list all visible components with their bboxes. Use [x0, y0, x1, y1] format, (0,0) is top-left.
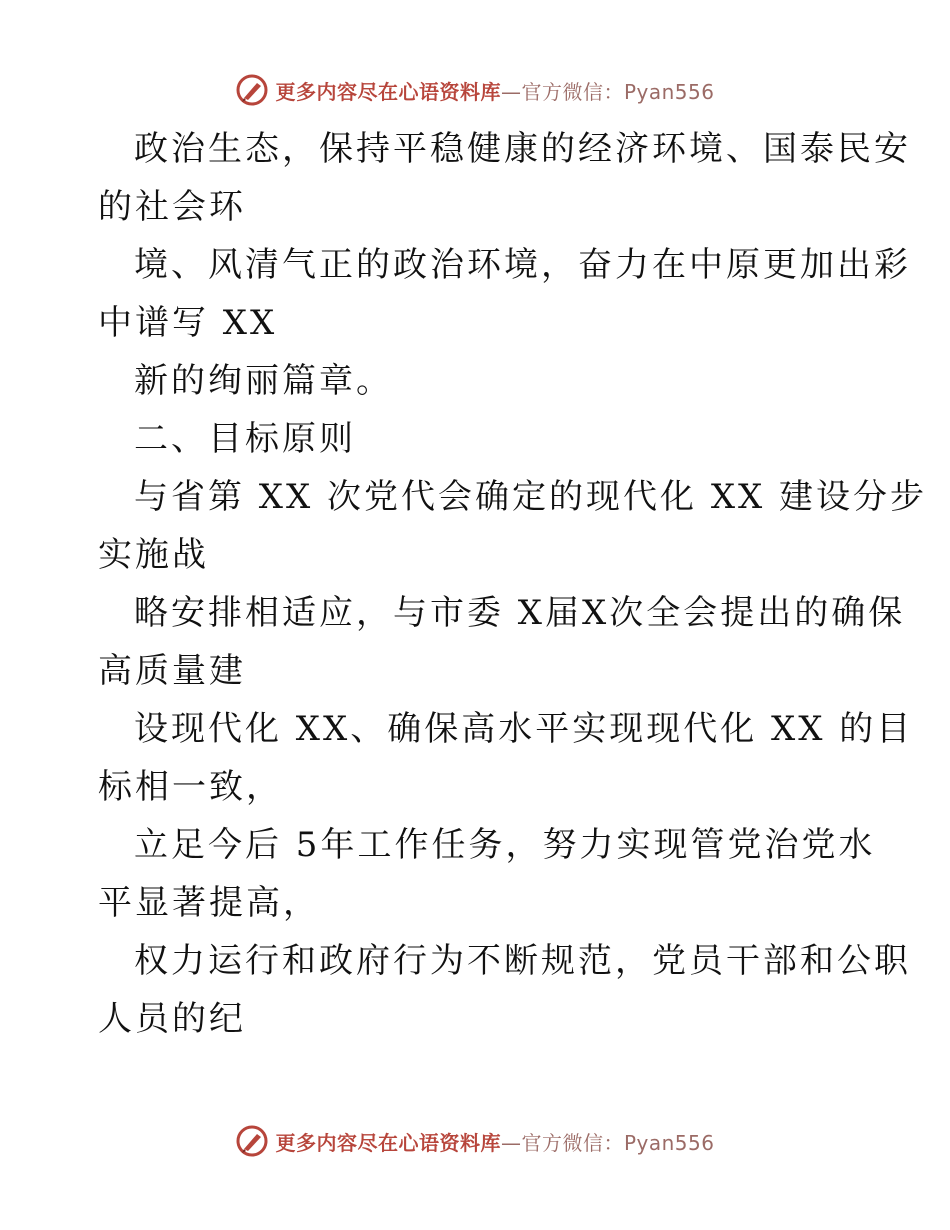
- watermark-contact: —官方微信：Pyan556: [500, 79, 715, 104]
- text-line: 高质量建: [98, 651, 246, 691]
- text-line: 略安排相适应，与市委 X届X次全会提出的确保: [134, 593, 906, 633]
- header-watermark: [0, 70, 950, 110]
- text-line: 的社会环: [98, 187, 246, 227]
- text-line: 立足今后 5年工作任务，努力实现管党治党水: [134, 825, 876, 865]
- text-line: 标相一致，: [98, 767, 283, 807]
- text-line: 设现代化 XX、确保高水平实现现代化 XX 的目: [134, 709, 914, 749]
- text-line: 人员的纪: [98, 999, 246, 1039]
- text-line: 权力运行和政府行为不断规范，党员干部和公职: [134, 941, 911, 981]
- text-line: 平显著提高，: [98, 883, 320, 923]
- pen-circle-logo-icon: [235, 73, 269, 107]
- watermark-site: 更多内容尽在心语资料库: [275, 1130, 501, 1155]
- text-line: 新的绚丽篇章。: [134, 361, 393, 401]
- text-line: 境、风清气正的政治环境，奋力在中原更加出彩: [134, 245, 911, 285]
- watermark-text: [275, 1127, 714, 1156]
- text-line: 与省第 XX 次党代会确定的现代化 XX 建设分步: [134, 477, 928, 517]
- watermark-contact: —官方微信：Pyan556: [500, 1130, 715, 1155]
- footer-watermark: [0, 1121, 950, 1161]
- section-heading: 二、目标原则: [134, 419, 356, 459]
- watermark-site: 更多内容尽在心语资料库: [275, 79, 501, 104]
- document-body: [98, 120, 928, 1048]
- pen-circle-logo-icon: [235, 1124, 269, 1158]
- text-line: 政治生态，保持平稳健康的经济环境、国泰民安: [134, 129, 911, 169]
- text-line: 中谱写 XX: [98, 303, 278, 343]
- watermark-text: [275, 76, 714, 105]
- text-line: 实施战: [98, 535, 209, 575]
